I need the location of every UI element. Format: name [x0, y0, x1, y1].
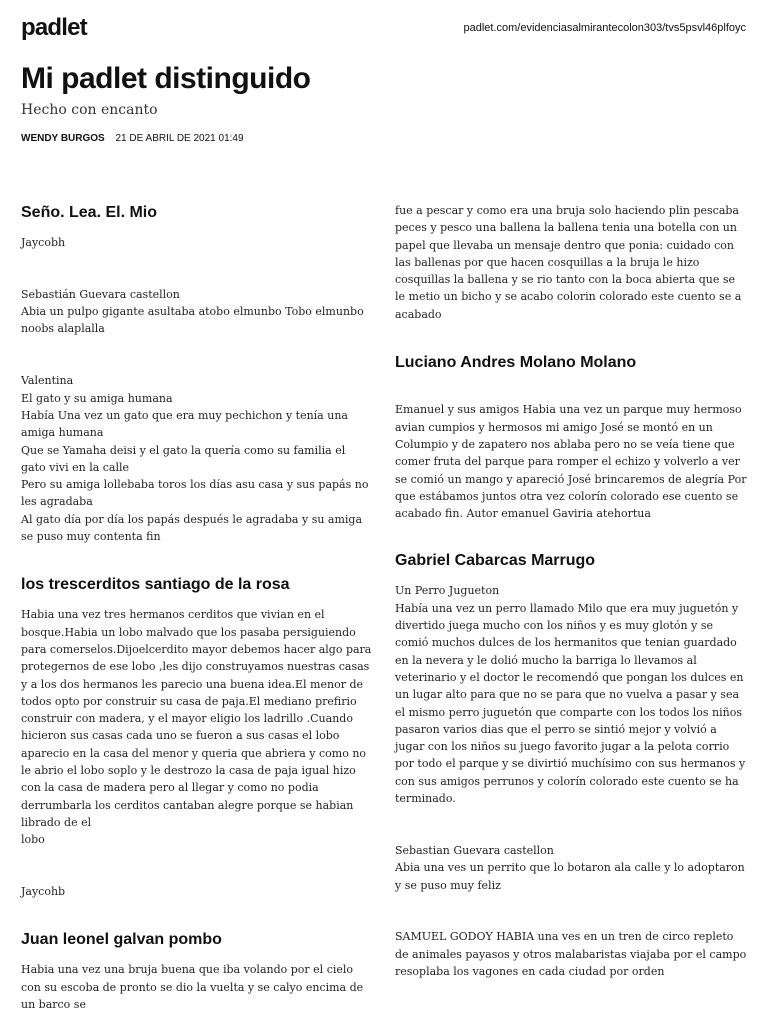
post-body: Un Perro Jugueton Había una vez un perro llamado Milo que era muy juguetón y divertido juega mucho con los niños y es muy glotón y se comió muchos dulces de los hermanitos que tenian guardado en la nevera y le dolió mucho la barriga lo llevamos al veterinario y el doctor le recomendó que pongan los dulces en un lugar alto para que no se para que no vuelva a pasar y sea el mismo perro juguetón que comparte con los todos los niños pasaron varios dias que el perro se sintió mejor y volvió a jugar con los niños su juego favorito jugar a la pelota corrio por todo el parque y se divirtió muchísimo con sus hermanos y con sus amigos perrunos y colorín colorado este cuento se ha terminado. Sebastian Guevara castellon Abia una ves un perrito que lo botaron ala calle y lo adoptaron y se puso muy feliz SAMUEL GODOY HABIA una ves en un tren de circo repleto de animales payasos y otros malabaristas viajaba por el campo resoplaba los vagones en cada ciudad por orden — [395, 584, 747, 978]
post-title: los trescerditos santiago de la rosa — [21, 576, 290, 594]
top-bar — [0, 0, 768, 60]
post-date: 21 DE ABRIL DE 2021 01:49 — [115, 133, 244, 144]
post-card[interactable] — [395, 352, 747, 522]
board-url[interactable]: padlet.com/evidenciasalmirantecolon303/tvs5psvl46plfoyc — [463, 22, 746, 34]
author-name: WENDY BURGOS — [21, 133, 105, 144]
post-body: fue a pescar y como era una bruja solo haciendo plin pescaba peces y pesco una ballena la ballena tenia una botella con un papel que llevaba un mensaje dentro que ponia: cuidado con las ballenas por que hacen cosquillas a la bruja le hizo cosquillas la ballena y se rio tanto con la boca abierta que se le metio un bicho y se acabo colorin colorado este cuento se a acabado — [395, 204, 742, 321]
post-card[interactable] — [21, 202, 373, 545]
post-title: Gabriel Cabarcas Marrugo — [395, 552, 596, 570]
post-card-continued[interactable] — [395, 202, 747, 323]
board-meta — [21, 133, 244, 144]
post-title: Juan leonel galvan pombo — [21, 931, 222, 949]
post-title: Seño. Lea. El. Mio — [21, 204, 158, 221]
post-card[interactable] — [21, 929, 373, 1013]
right-column — [395, 202, 747, 980]
left-column — [21, 202, 373, 1013]
post-card[interactable] — [21, 574, 373, 900]
post-title: Luciano Andres Molano Molano — [395, 354, 637, 372]
board-subtitle: Hecho con encanto — [21, 102, 158, 118]
post-body: Emanuel y sus amigos Habia una vez un parque muy hermoso avian cumpios y hermosos mi amigo José se montó en un Columpio y de zapatero nos ablaba pero no se veía tiene que comer fruta del parque para romper el echizo y volverlo a ver se comió un mango y apareció José brincaremos de alegría Por que estábamos juntos otra vez colorín colorado ese cuento se acabado fin. Autor emanuel Gaviria atehortua — [395, 403, 747, 521]
post-body: Habia una vez tres hermanos cerditos que vivian en el bosque.Habia un lobo malvado que los pasaba persiguiendo para comerselos.Dijoelcerdito mayor debemos hacer algo para protegernos de ese lobo ,les dijo construyamos nuestras casas y a los dos hermanos les parecio una buena idea.El menor de todos opto por construir su casa de paja.El mediano prefirio construir con madera, y el mayor eligio los ladrillo .Cuando hicieron sus casas cada uno se fueron a sus casas el lobo aparecio en la casa del menor y queria que abriera y como no le abrio el lobo soplo y le destrozo la casa de paja igual hizo con la casa de madera pero al llegar y como no podia derrumbarla los cerditos cantaban alegre porque se habian librado de el lobo Jaycohb — [21, 608, 372, 899]
padlet-logo[interactable]: padlet — [21, 14, 87, 41]
post-body: Jaycobh Sebastián Guevara castellon Abia un pulpo gigante asultaba atobo elmunbo Tobo elmunbo noobs alaplalla Valentina El gato y su amiga humana Había Una vez un gato que era muy pechichon y tenía una amiga humana Que se Yamaha deisi y el gato la quería como su familia el gato vivi en la calle Pero su amiga lollebaba toros los días asu casa y sus papás no les agradaba Al gato día por día los papás después le agradaba y su amiga se puso muy contenta fin — [21, 236, 369, 544]
board-title: Mi padlet distinguido — [21, 62, 311, 95]
post-card[interactable] — [395, 550, 747, 980]
post-body: Habia una vez una bruja buena que iba volando por el cielo con su escoba de pronto se dio la vuelta y se calyo encima de un barco se — [21, 963, 364, 1011]
